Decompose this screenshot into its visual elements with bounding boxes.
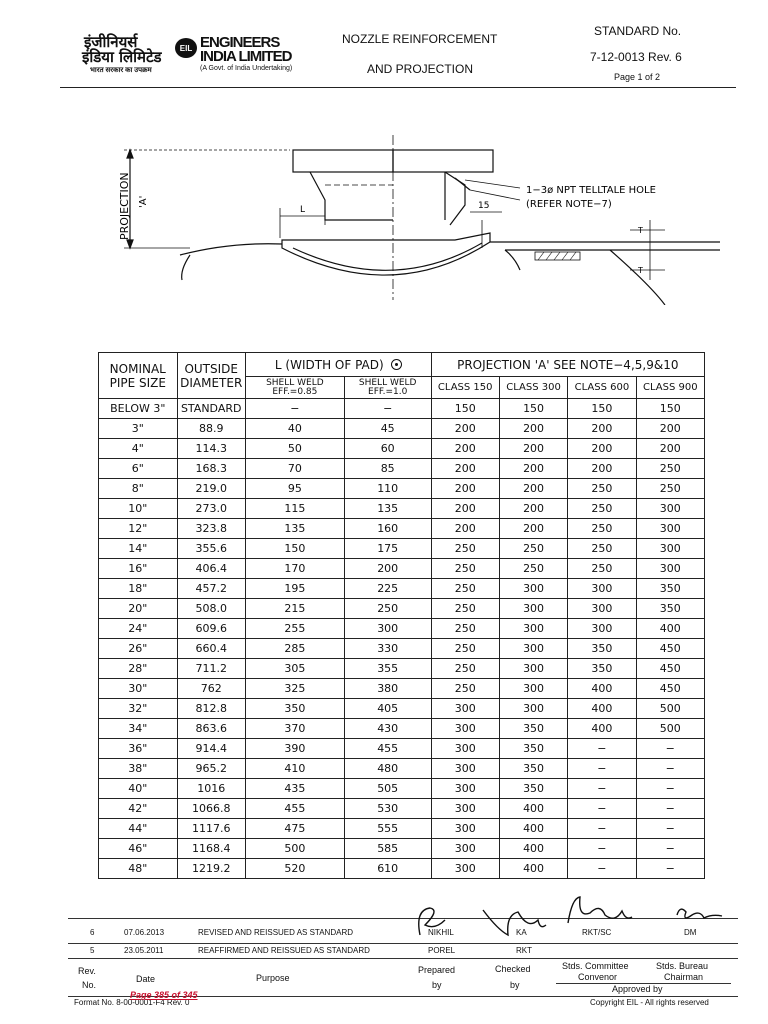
- cell-class300: 250: [499, 559, 567, 579]
- cell-pad-width-10: 610: [344, 859, 431, 879]
- cell-outside-diameter: 168.3: [177, 459, 245, 479]
- cell-class600: 250: [568, 519, 636, 539]
- cell-pad-width-085: 350: [245, 699, 344, 719]
- cell-class600: 350: [568, 659, 636, 679]
- table-row: [99, 799, 705, 819]
- cell-class900: −: [636, 859, 704, 879]
- table-row: [99, 519, 705, 539]
- cell-class300: 300: [499, 579, 567, 599]
- cell-outside-diameter: 609.6: [177, 619, 245, 639]
- cell-class600: −: [568, 819, 636, 839]
- cell-pad-width-10: 175: [344, 539, 431, 559]
- cell-nominal-size: 20": [99, 599, 178, 619]
- cell-outside-diameter: 1117.6: [177, 819, 245, 839]
- cell-nominal-size: 18": [99, 579, 178, 599]
- cell-class600: −: [568, 759, 636, 779]
- rev-checked: RKT: [516, 946, 532, 955]
- cell-outside-diameter: 273.0: [177, 499, 245, 519]
- cell-class150: 200: [431, 499, 499, 519]
- rev-convenor: RKT/SC: [582, 928, 612, 937]
- cell-pad-width-085: 475: [245, 819, 344, 839]
- table-row: [99, 499, 705, 519]
- cell-class150: 300: [431, 779, 499, 799]
- cell-class300: 350: [499, 739, 567, 759]
- company-logo: [82, 34, 312, 74]
- table-row: [99, 779, 705, 799]
- cell-class150: 250: [431, 679, 499, 699]
- table-row: [99, 579, 705, 599]
- cell-class150: 300: [431, 819, 499, 839]
- cell-outside-diameter: 323.8: [177, 519, 245, 539]
- cell-pad-width-10: 455: [344, 739, 431, 759]
- cell-outside-diameter: 762: [177, 679, 245, 699]
- signature-convenor: [560, 893, 635, 933]
- logo-emblem-icon: [174, 36, 198, 60]
- rev-no: 6: [90, 928, 95, 937]
- header-rule: [60, 87, 736, 88]
- cell-pad-width-085: 115: [245, 499, 344, 519]
- footer-date: Date: [136, 974, 156, 984]
- cell-nominal-size: 26": [99, 639, 178, 659]
- footer-chairman-1: Stds. Bureau: [656, 961, 709, 971]
- cell-pad-width-085: 70: [245, 459, 344, 479]
- cell-pad-width-085: 325: [245, 679, 344, 699]
- cell-pad-width-085: 500: [245, 839, 344, 859]
- cell-nominal-size: 34": [99, 719, 178, 739]
- nozzle-drawing: [110, 130, 720, 305]
- cell-class900: 450: [636, 639, 704, 659]
- rev-prepared: POREL: [428, 946, 456, 955]
- header-outside-diameter: [177, 353, 245, 399]
- table-row: [99, 539, 705, 559]
- cell-class600: 400: [568, 699, 636, 719]
- table-row: [99, 439, 705, 459]
- footer-chairman-2: Chairman: [664, 972, 704, 982]
- cell-outside-diameter: 711.2: [177, 659, 245, 679]
- cell-class150: 250: [431, 599, 499, 619]
- cell-class300: 350: [499, 719, 567, 739]
- cell-outside-diameter: 914.4: [177, 739, 245, 759]
- cell-class600: 200: [568, 439, 636, 459]
- footer-rev-no-1: Rev.: [78, 966, 96, 976]
- cell-class300: 200: [499, 479, 567, 499]
- cell-class150: 200: [431, 519, 499, 539]
- cell-outside-diameter: 88.9: [177, 419, 245, 439]
- cell-pad-width-085: 255: [245, 619, 344, 639]
- cell-class150: 300: [431, 699, 499, 719]
- cell-class900: 300: [636, 499, 704, 519]
- header-pipe-size: PIPE SIZE: [109, 375, 166, 390]
- table-row: [99, 859, 705, 879]
- svg-text:EIL: EIL: [179, 44, 193, 53]
- cell-class150: 250: [431, 639, 499, 659]
- cell-nominal-size: 40": [99, 779, 178, 799]
- cell-pad-width-10: 530: [344, 799, 431, 819]
- cell-class600: 400: [568, 679, 636, 699]
- cell-pad-width-10: 60: [344, 439, 431, 459]
- cell-nominal-size: 28": [99, 659, 178, 679]
- header-l-width-text: L (WIDTH OF PAD): [274, 357, 384, 372]
- cell-outside-diameter: 1016: [177, 779, 245, 799]
- header-class900: CLASS 900: [636, 377, 704, 399]
- title-line1: NOZZLE REINFORCEMENT: [342, 32, 498, 46]
- cell-class600: 250: [568, 559, 636, 579]
- header-shell-085: SHELL WELD EFF.=0.85: [245, 377, 344, 399]
- cell-class150: 250: [431, 619, 499, 639]
- cell-class900: 150: [636, 399, 704, 419]
- cell-class900: 500: [636, 699, 704, 719]
- cell-class900: 250: [636, 479, 704, 499]
- cell-pad-width-10: 225: [344, 579, 431, 599]
- rev-no: 5: [90, 946, 95, 955]
- table-row: [99, 679, 705, 699]
- header-class600: CLASS 600: [568, 377, 636, 399]
- table-row: [99, 619, 705, 639]
- table-row: [99, 719, 705, 739]
- rev-prepared: NIKHIL: [428, 928, 454, 937]
- cell-class300: 300: [499, 679, 567, 699]
- cell-nominal-size: 4": [99, 439, 178, 459]
- table-row: [99, 699, 705, 719]
- revision-rule-2: [68, 958, 738, 959]
- footer-purpose: Purpose: [256, 973, 290, 983]
- cell-class300: 200: [499, 459, 567, 479]
- table-body: [99, 399, 705, 879]
- rev-chairman: DM: [684, 928, 697, 937]
- cell-pad-width-085: 435: [245, 779, 344, 799]
- signature-chairman: [672, 900, 727, 930]
- footer-approved: Approved by: [612, 984, 663, 994]
- cell-outside-diameter: 114.3: [177, 439, 245, 459]
- t-label-top: T: [638, 226, 643, 235]
- cell-class300: 300: [499, 619, 567, 639]
- cell-pad-width-085: 95: [245, 479, 344, 499]
- cell-nominal-size: 42": [99, 799, 178, 819]
- header-nominal: NOMINAL: [109, 361, 166, 376]
- footer-copyright: Copyright EIL - All rights reserved: [590, 998, 709, 1007]
- table-row: [99, 419, 705, 439]
- cell-outside-diameter: 965.2: [177, 759, 245, 779]
- header-shell-10: SHELL WELD EFF.=1.0: [344, 377, 431, 399]
- cell-class300: 400: [499, 799, 567, 819]
- rev-date: 07.06.2013: [124, 928, 165, 937]
- cell-pad-width-085: 150: [245, 539, 344, 559]
- cell-class300: 350: [499, 759, 567, 779]
- t-label-bottom: T: [638, 266, 643, 275]
- cell-pad-width-10: 380: [344, 679, 431, 699]
- cell-class900: 500: [636, 719, 704, 739]
- cell-class150: 150: [431, 399, 499, 419]
- cell-nominal-size: 6": [99, 459, 178, 479]
- cell-class600: −: [568, 779, 636, 799]
- cell-class300: 300: [499, 639, 567, 659]
- revision-top-rule: [68, 918, 738, 919]
- telltale-hole-label: 1−3ø NPT TELLTALE HOLE: [526, 185, 656, 196]
- header-diameter: DIAMETER: [180, 375, 243, 390]
- cell-outside-diameter: 660.4: [177, 639, 245, 659]
- footer-convenor-1: Stds. Committee: [562, 961, 629, 971]
- cell-pad-width-10: 555: [344, 819, 431, 839]
- cell-pad-width-085: 370: [245, 719, 344, 739]
- table-row: [99, 399, 705, 419]
- cell-class300: 200: [499, 519, 567, 539]
- cell-class150: 200: [431, 479, 499, 499]
- cell-outside-diameter: 219.0: [177, 479, 245, 499]
- cell-nominal-size: 3": [99, 419, 178, 439]
- refer-note-label: (REFER NOTE−7): [526, 199, 612, 210]
- cell-pad-width-085: 410: [245, 759, 344, 779]
- cell-pad-width-085: 285: [245, 639, 344, 659]
- cell-class600: 250: [568, 479, 636, 499]
- cell-pad-width-10: 480: [344, 759, 431, 779]
- signature-prepared: [410, 900, 450, 940]
- cell-class300: 200: [499, 499, 567, 519]
- footer-checked-1: Checked: [495, 964, 531, 974]
- table-row: [99, 739, 705, 759]
- title-line2: AND PROJECTION: [367, 62, 474, 76]
- cell-nominal-size: BELOW 3": [99, 399, 178, 419]
- cell-class300: 250: [499, 539, 567, 559]
- cell-class900: −: [636, 819, 704, 839]
- cell-pad-width-085: 305: [245, 659, 344, 679]
- cell-class300: 300: [499, 699, 567, 719]
- cell-class600: 250: [568, 499, 636, 519]
- header-class300: CLASS 300: [499, 377, 567, 399]
- header-l-width: [245, 353, 431, 377]
- cell-outside-diameter: 508.0: [177, 599, 245, 619]
- cell-outside-diameter: 1219.2: [177, 859, 245, 879]
- cell-class600: 300: [568, 579, 636, 599]
- cell-class150: 250: [431, 539, 499, 559]
- cell-class600: 400: [568, 719, 636, 739]
- cell-pad-width-085: 170: [245, 559, 344, 579]
- logo-sub-en: (A Govt. of India Undertaking): [200, 65, 293, 72]
- cell-class600: 350: [568, 639, 636, 659]
- header-nominal-pipe-size: [99, 353, 178, 399]
- cell-class900: 300: [636, 539, 704, 559]
- projection-label: PROJECTION: [118, 172, 131, 240]
- cell-class150: 200: [431, 459, 499, 479]
- table-row: [99, 559, 705, 579]
- cell-class900: 200: [636, 439, 704, 459]
- table-row: [99, 839, 705, 859]
- cell-pad-width-085: −: [245, 399, 344, 419]
- cell-class150: 200: [431, 419, 499, 439]
- cell-class900: −: [636, 799, 704, 819]
- cell-nominal-size: 38": [99, 759, 178, 779]
- cell-pad-width-10: 430: [344, 719, 431, 739]
- cell-class900: 350: [636, 599, 704, 619]
- cell-pad-width-10: 160: [344, 519, 431, 539]
- cell-class300: 150: [499, 399, 567, 419]
- cell-class600: −: [568, 739, 636, 759]
- cell-class600: −: [568, 799, 636, 819]
- cell-class900: 450: [636, 679, 704, 699]
- cell-class300: 200: [499, 419, 567, 439]
- cell-class900: 350: [636, 579, 704, 599]
- footer-convenor-2: Convenor: [578, 972, 618, 982]
- cell-pad-width-085: 135: [245, 519, 344, 539]
- cell-pad-width-10: 135: [344, 499, 431, 519]
- projection-a-label: 'A': [138, 195, 149, 208]
- logo-en-line2: INDIA LIMITED: [200, 48, 292, 65]
- cell-class900: 400: [636, 619, 704, 639]
- table-row: [99, 659, 705, 679]
- cell-nominal-size: 30": [99, 679, 178, 699]
- cell-class150: 250: [431, 559, 499, 579]
- cell-pad-width-10: 505: [344, 779, 431, 799]
- cell-class900: 450: [636, 659, 704, 679]
- cell-outside-diameter: 863.6: [177, 719, 245, 739]
- table-row: [99, 759, 705, 779]
- cell-class900: 300: [636, 559, 704, 579]
- footer-prepared-2: by: [432, 980, 442, 990]
- cell-nominal-size: 46": [99, 839, 178, 859]
- cell-class600: 250: [568, 539, 636, 559]
- footer-rev-no-2: No.: [82, 980, 97, 990]
- cell-class300: 300: [499, 659, 567, 679]
- cell-pad-width-10: 300: [344, 619, 431, 639]
- cell-nominal-size: 36": [99, 739, 178, 759]
- cell-outside-diameter: 406.4: [177, 559, 245, 579]
- cell-nominal-size: 44": [99, 819, 178, 839]
- header-outside: OUTSIDE: [184, 361, 238, 376]
- cell-class150: 300: [431, 859, 499, 879]
- cell-class600: 300: [568, 599, 636, 619]
- cell-pad-width-10: 355: [344, 659, 431, 679]
- cell-class900: −: [636, 779, 704, 799]
- cell-class150: 300: [431, 759, 499, 779]
- nozzle-table: [98, 352, 705, 879]
- cell-pad-width-085: 520: [245, 859, 344, 879]
- rev-purpose: REAFFIRMED AND REISSUED AS STANDARD: [198, 946, 370, 955]
- header-class150: CLASS 150: [431, 377, 499, 399]
- cell-pad-width-10: −: [344, 399, 431, 419]
- cell-class300: 400: [499, 859, 567, 879]
- cell-nominal-size: 48": [99, 859, 178, 879]
- cell-class150: 300: [431, 839, 499, 859]
- cell-pad-width-10: 405: [344, 699, 431, 719]
- cell-outside-diameter: 812.8: [177, 699, 245, 719]
- footer-format: Format No. 8-00-0001-F4 Rev. 0: [74, 998, 190, 1007]
- cell-nominal-size: 24": [99, 619, 178, 639]
- table-row: [99, 819, 705, 839]
- cell-class900: −: [636, 839, 704, 859]
- cell-outside-diameter: 457.2: [177, 579, 245, 599]
- cell-class300: 300: [499, 599, 567, 619]
- cell-class900: −: [636, 759, 704, 779]
- cell-class900: 300: [636, 519, 704, 539]
- cell-nominal-size: 16": [99, 559, 178, 579]
- dim-15-label: 15: [478, 201, 490, 211]
- cell-class600: 150: [568, 399, 636, 419]
- cell-class300: 400: [499, 839, 567, 859]
- cell-class150: 300: [431, 739, 499, 759]
- cell-pad-width-10: 250: [344, 599, 431, 619]
- cell-outside-diameter: 1066.8: [177, 799, 245, 819]
- cell-nominal-size: 12": [99, 519, 178, 539]
- circle-dot-icon: [391, 359, 402, 370]
- signature-checked: [478, 900, 548, 940]
- cell-pad-width-10: 330: [344, 639, 431, 659]
- logo-hindi-line1: इंजीनियर्स: [84, 33, 138, 51]
- cell-pad-width-085: 50: [245, 439, 344, 459]
- rev-date: 23.05.2011: [124, 946, 164, 955]
- logo-en-line1: ENGINEERS: [200, 34, 280, 51]
- cell-outside-diameter: 1168.4: [177, 839, 245, 859]
- cell-pad-width-10: 45: [344, 419, 431, 439]
- table-row: [99, 639, 705, 659]
- cell-class600: −: [568, 839, 636, 859]
- cell-class900: 200: [636, 419, 704, 439]
- footer-prepared-1: Prepared: [418, 965, 456, 975]
- page-number: Page 1 of 2: [614, 72, 661, 82]
- cell-class150: 250: [431, 659, 499, 679]
- revision-rule-1: [68, 943, 738, 944]
- cell-outside-diameter: 355.6: [177, 539, 245, 559]
- header-projection: PROJECTION 'A' SEE NOTE−4,5,9&10: [431, 353, 704, 377]
- cell-outside-diameter: STANDARD: [177, 399, 245, 419]
- cell-nominal-size: 8": [99, 479, 178, 499]
- cell-class300: 400: [499, 819, 567, 839]
- logo-sub-hindi: भारत सरकार का उपक्रम: [90, 67, 152, 74]
- cell-nominal-size: 32": [99, 699, 178, 719]
- cell-nominal-size: 14": [99, 539, 178, 559]
- table-row: [99, 599, 705, 619]
- rev-checked: KA: [516, 928, 527, 937]
- cell-class900: 250: [636, 459, 704, 479]
- cell-pad-width-10: 85: [344, 459, 431, 479]
- dim-l-label: L: [300, 205, 306, 215]
- cell-class600: −: [568, 859, 636, 879]
- cell-class150: 250: [431, 579, 499, 599]
- cell-class600: 300: [568, 619, 636, 639]
- cell-nominal-size: 10": [99, 499, 178, 519]
- cell-class150: 300: [431, 719, 499, 739]
- cell-pad-width-085: 195: [245, 579, 344, 599]
- rev-purpose: REVISED AND REISSUED AS STANDARD: [198, 928, 353, 937]
- standard-label: STANDARD No.: [594, 24, 682, 38]
- cell-pad-width-085: 40: [245, 419, 344, 439]
- cell-pad-width-10: 585: [344, 839, 431, 859]
- cell-class600: 200: [568, 459, 636, 479]
- page-stamp: Page 385 of 345: [130, 990, 198, 1000]
- table-row: [99, 459, 705, 479]
- cell-pad-width-085: 455: [245, 799, 344, 819]
- standard-number: 7-12-0013 Rev. 6: [590, 50, 682, 64]
- cell-pad-width-085: 215: [245, 599, 344, 619]
- cell-class150: 200: [431, 439, 499, 459]
- cell-pad-width-085: 390: [245, 739, 344, 759]
- cell-class300: 200: [499, 439, 567, 459]
- footer-checked-2: by: [510, 980, 520, 990]
- cell-class600: 200: [568, 419, 636, 439]
- cell-class900: −: [636, 739, 704, 759]
- cell-pad-width-10: 110: [344, 479, 431, 499]
- cell-pad-width-10: 200: [344, 559, 431, 579]
- table-row: [99, 479, 705, 499]
- logo-hindi-line2: इंडिया लिमिटेड: [82, 48, 162, 66]
- cell-class300: 350: [499, 779, 567, 799]
- cell-class150: 300: [431, 799, 499, 819]
